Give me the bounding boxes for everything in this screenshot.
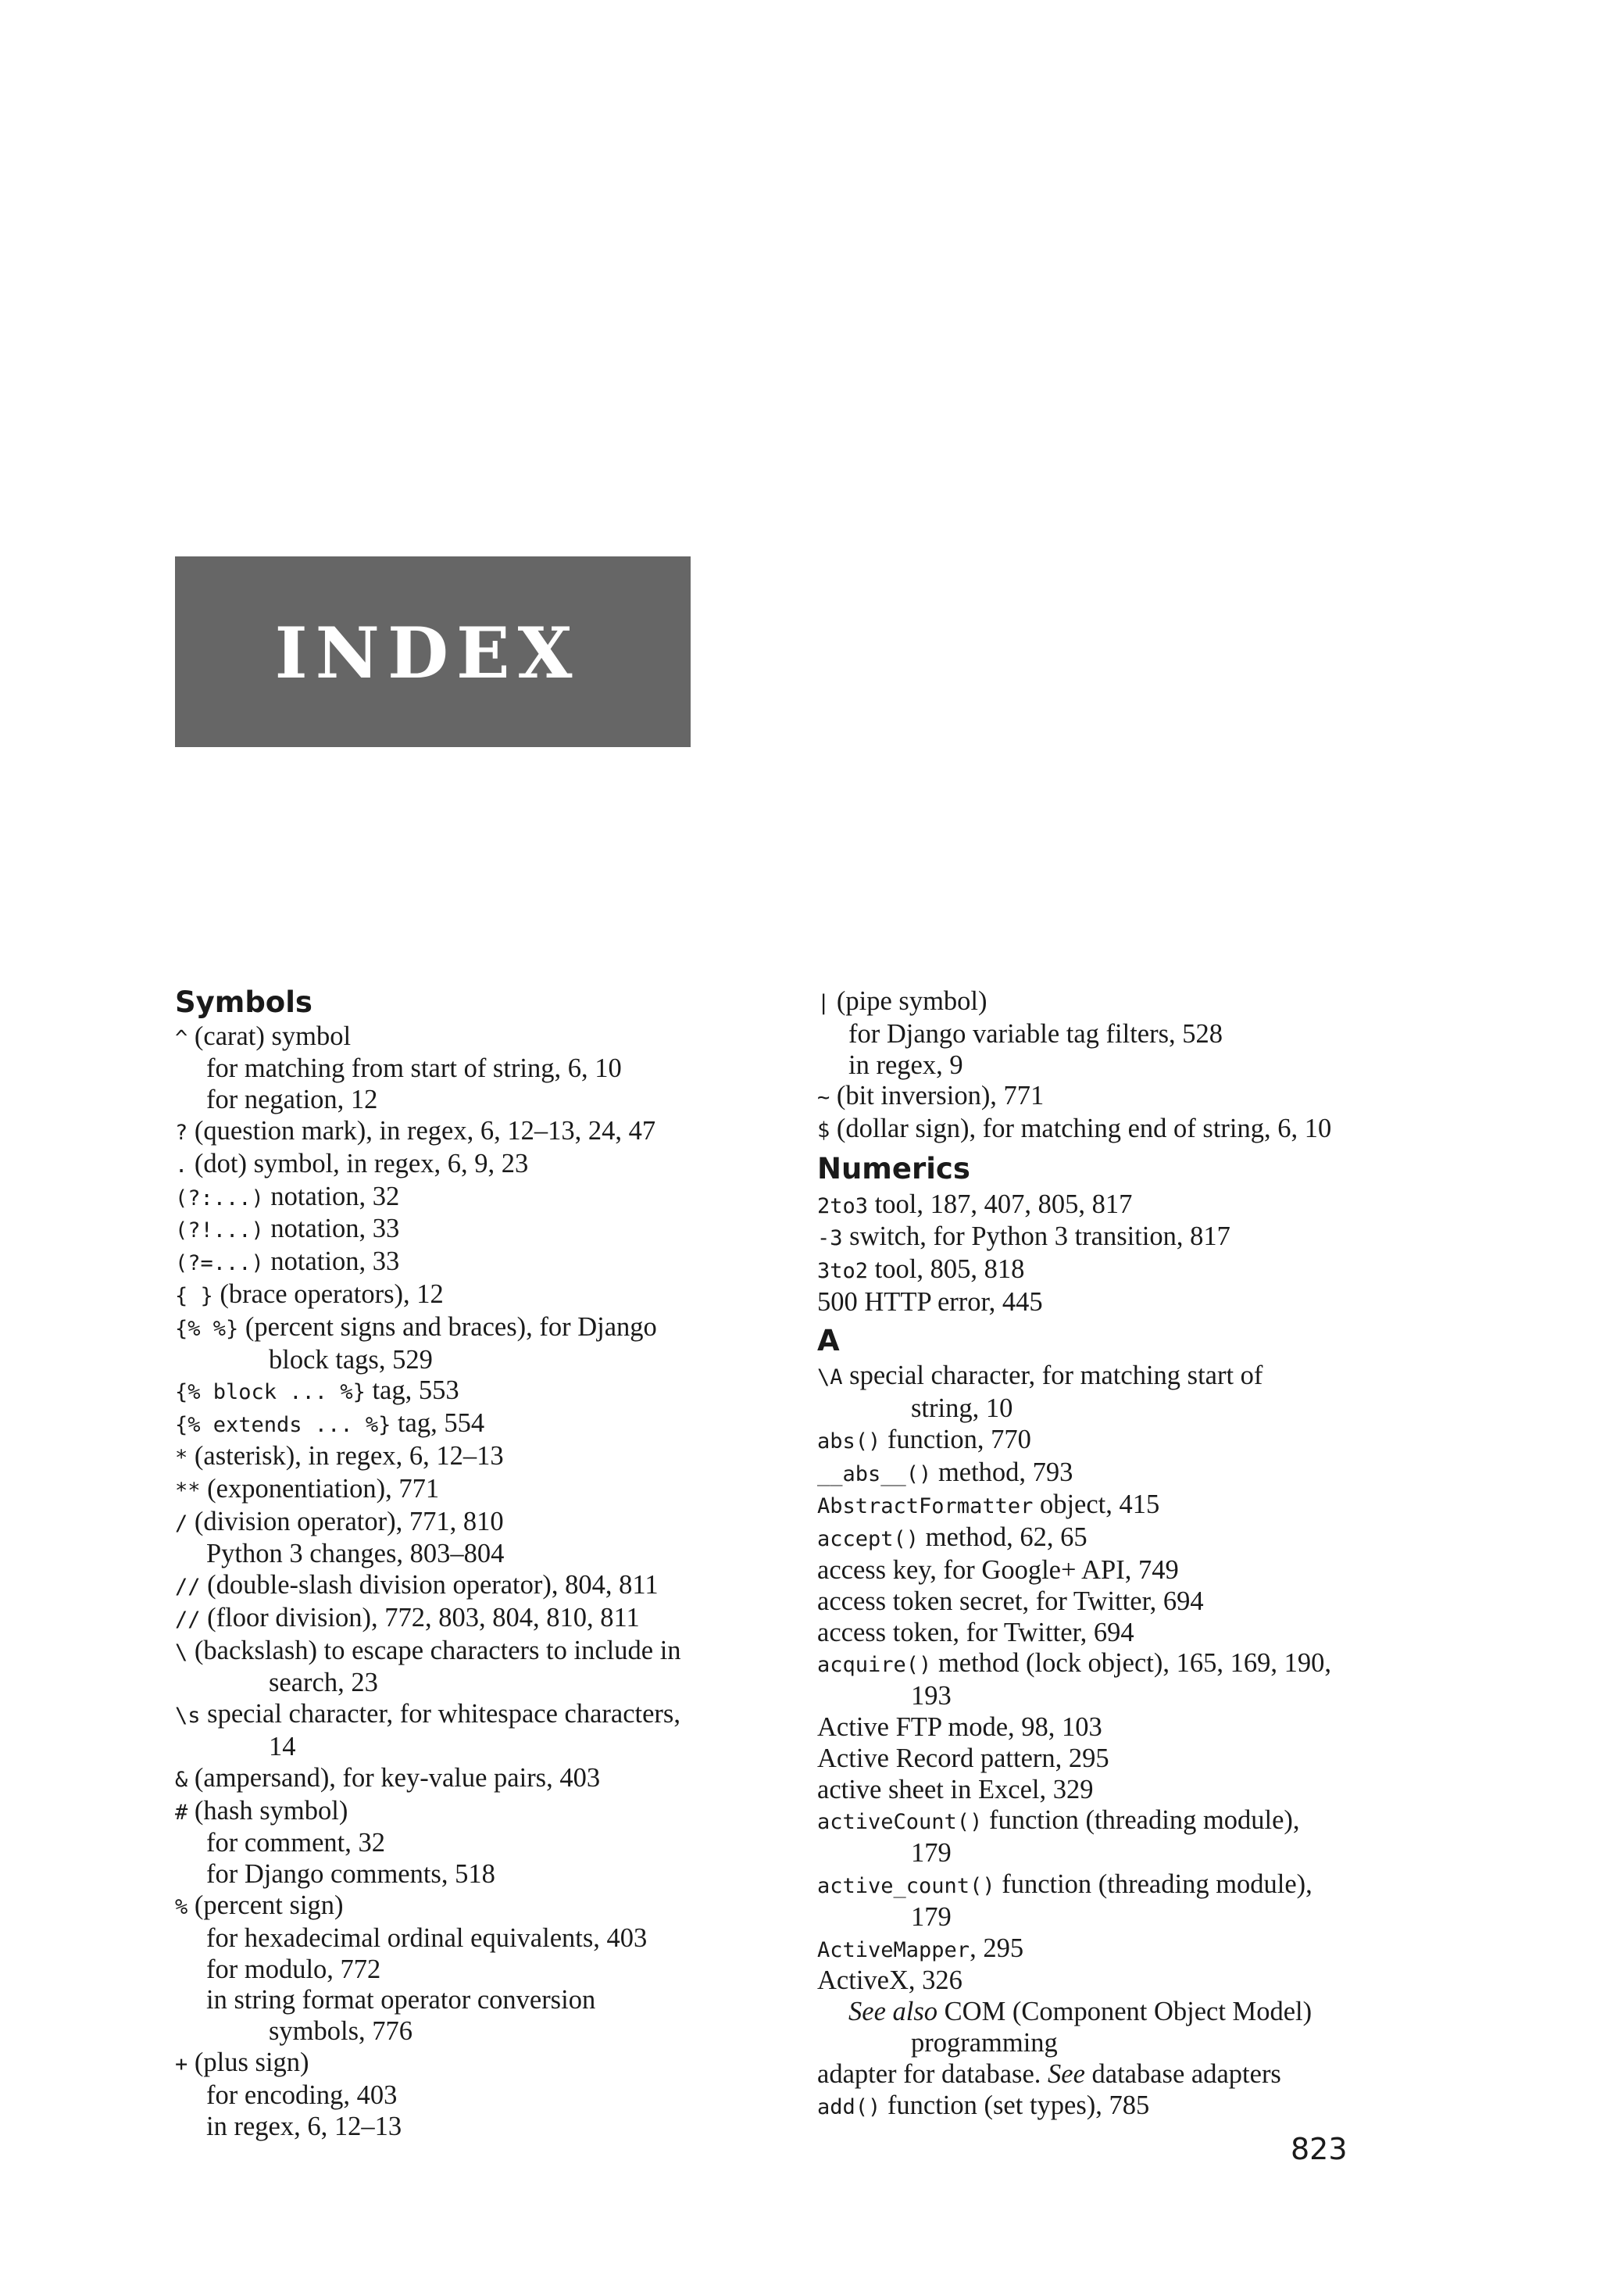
index-entry (175, 1890, 800, 1923)
entry-code-term: 2to3 (817, 1193, 869, 1218)
entry-text: (percent sign) (188, 1890, 344, 1921)
section-heading-numerics: Numerics (817, 1151, 970, 1186)
index-entry (817, 1997, 1434, 2028)
index-entry (817, 1254, 1434, 1287)
index-entry (817, 1361, 1434, 1393)
index-entry (175, 1214, 800, 1246)
entry-code-term: // (175, 1607, 201, 1632)
a-entries (817, 1361, 1434, 2123)
index-entry (817, 1393, 1434, 1425)
entry-code-term: \ (175, 1640, 188, 1665)
entry-text: Active FTP mode, 98, 103 (817, 1712, 1102, 1743)
entry-code-term: \s (175, 1704, 201, 1729)
index-entry (175, 1053, 800, 1085)
entry-code-term: abs() (817, 1429, 881, 1454)
index-entry (175, 1985, 800, 2016)
entry-code-term: accept() (817, 1527, 920, 1552)
entry-code-term: + (175, 2052, 188, 2077)
entry-code-term: activeCount() (817, 1810, 983, 1835)
index-entry (817, 1221, 1434, 1254)
index-entry (175, 1763, 800, 1796)
index-entry (175, 1796, 800, 1829)
index-entry (175, 2080, 800, 2112)
index-banner (175, 556, 691, 747)
index-entry (817, 1712, 1434, 1743)
entry-text: ActiveX, 326 (817, 1965, 962, 1996)
page-number: 823 (1291, 2132, 1348, 2166)
entry-text: for comment, 32 (206, 1828, 385, 1858)
entry-text: switch, for Python 3 transition, 817 (842, 1221, 1230, 1252)
entry-text: function (set types), 785 (880, 2090, 1150, 2120)
entry-text: tool, 187, 407, 805, 817 (868, 1189, 1133, 1219)
entry-text: access token, for Twitter, 694 (817, 1617, 1134, 1647)
index-entry (175, 1441, 800, 1474)
entry-code-term: 3to2 (817, 1259, 869, 1284)
entry-text: notation, 33 (263, 1214, 400, 1244)
entry-text: (bit inversion), 771 (830, 1081, 1045, 1111)
index-entry (175, 1345, 800, 1376)
entry-text: (asterisk), in regex, 6, 12–13 (188, 1440, 504, 1471)
entry-text: Python 3 changes, 803–804 (206, 1539, 505, 1569)
entry-text: for matching from start of string, 6, 10 (206, 1053, 622, 1084)
entry-code-term: // (175, 1575, 201, 1600)
entry-code-term: \A (817, 1365, 843, 1390)
entry-text: 193 (911, 1681, 952, 1711)
index-column-right (817, 986, 1434, 2123)
index-entry (175, 1408, 800, 1441)
index-entry (817, 1775, 1434, 1806)
index-entry (817, 1050, 1434, 1082)
index-entry (817, 2028, 1434, 2059)
index-entry (175, 2112, 800, 2143)
entry-code-term: ActiveMapper (817, 1937, 970, 1962)
index-entry (175, 1375, 800, 1408)
entry-code-term: active_count() (817, 1874, 995, 1899)
entry-text: function (threading module), (995, 1869, 1312, 1900)
entry-text: 179 (911, 1901, 952, 1932)
entry-text: method, 62, 65 (919, 1522, 1088, 1553)
entry-code-term: * (175, 1445, 188, 1470)
index-entry (817, 1425, 1434, 1457)
index-entry (175, 1507, 800, 1540)
entry-text: for hexadecimal ordinal equivalents, 403 (206, 1922, 648, 1953)
index-entry (817, 1490, 1434, 1522)
index-entry (817, 1114, 1434, 1146)
index-entry (175, 1668, 800, 1699)
entry-code-term: AbstractFormatter (817, 1494, 1034, 1519)
entry-text: (plus sign) (188, 2047, 309, 2078)
entry-text: (floor division), 772, 803, 804, 810, 811 (200, 1602, 640, 1633)
entry-text: , 295 (970, 1933, 1024, 1963)
entry-text: search, 23 (269, 1668, 378, 1698)
entry-text: database adapters (1084, 2058, 1281, 2089)
entry-code-term: ^ (175, 1025, 188, 1050)
index-entry (817, 1555, 1434, 1586)
index-entry (817, 2090, 1434, 2123)
entry-text: in string format operator conversion (206, 1985, 596, 2015)
entry-code-term: ** (175, 1478, 201, 1503)
index-entry (175, 2016, 800, 2047)
entry-text: (carat) symbol (188, 1021, 352, 1051)
index-entry (175, 1636, 800, 1668)
index-entry (817, 986, 1434, 1019)
entry-text: programming (911, 2028, 1058, 2058)
entry-code-term: . (175, 1153, 188, 1178)
index-title: INDEX (274, 612, 580, 695)
entry-text: access key, for Google+ API, 749 (817, 1555, 1179, 1586)
entry-text: (dollar sign), for matching end of string, 6, 10 (830, 1114, 1332, 1144)
entry-text: tag, 553 (365, 1375, 459, 1406)
index-entry (175, 1539, 800, 1570)
entry-code-term: / (175, 1511, 188, 1536)
index-entry (175, 1246, 800, 1279)
entry-text: object, 415 (1033, 1490, 1160, 1520)
entry-text: method, 793 (931, 1457, 1073, 1487)
index-entry (175, 1182, 800, 1214)
entry-text: (hash symbol) (188, 1795, 348, 1826)
entry-text: for encoding, 403 (206, 2080, 398, 2110)
entry-text: Active Record pattern, 295 (817, 1743, 1109, 1773)
entry-text: notation, 32 (263, 1181, 400, 1211)
symbols-continued-entries (817, 986, 1434, 1146)
entry-text: 179 (911, 1838, 952, 1869)
index-entry (817, 1019, 1434, 1050)
entry-text: access token secret, for Twitter, 694 (817, 1586, 1204, 1616)
entry-text: method (lock object), 165, 169, 190, (931, 1648, 1331, 1679)
index-entry (817, 1586, 1434, 1618)
entry-text: special character, for whitespace characters, (200, 1699, 680, 1729)
section-heading-symbols: Symbols (175, 985, 312, 1019)
entry-text: special character, for matching start of (842, 1361, 1263, 1391)
entry-text: (brace operators), 12 (212, 1279, 444, 1309)
entry-text: (double-slash division operator), 804, 811 (200, 1570, 659, 1600)
entry-code-term: { } (175, 1283, 213, 1308)
index-entry (175, 1021, 800, 1054)
index-entry (817, 1648, 1434, 1681)
index-entry (817, 1081, 1434, 1114)
see-label: See (1048, 2058, 1085, 2089)
entry-code-term: & (175, 1767, 188, 1792)
entry-code-term: -3 (817, 1226, 843, 1251)
index-entry (817, 1457, 1434, 1490)
entry-text: (dot) symbol, in regex, 6, 9, 23 (188, 1148, 529, 1178)
entry-text: for negation, 12 (206, 1085, 378, 1115)
entry-text: block tags, 529 (269, 1344, 433, 1375)
index-entry (175, 1149, 800, 1182)
index-entry (175, 1954, 800, 1986)
index-entry (817, 1522, 1434, 1555)
entry-code-term: (?!...) (175, 1218, 264, 1243)
entry-text: tool, 805, 818 (868, 1254, 1025, 1285)
see-also-label: See also (848, 1997, 938, 2027)
index-entry (175, 1279, 800, 1312)
entry-text: function (threading module), (982, 1805, 1300, 1836)
numerics-entries (817, 1189, 1434, 1318)
entry-text: (exponentiation), 771 (200, 1473, 440, 1504)
index-entry (175, 1732, 800, 1763)
index-entry (817, 2059, 1434, 2090)
index-entry (175, 1116, 800, 1149)
entry-code-term: (?:...) (175, 1186, 264, 1211)
index-entry (175, 1603, 800, 1636)
index-entry (175, 1699, 800, 1732)
index-entry (817, 1805, 1434, 1838)
entry-text: 500 HTTP error, 445 (817, 1286, 1043, 1317)
entry-text: (question mark), in regex, 6, 12–13, 24, 47 (188, 1115, 656, 1146)
entry-code-term: {% extends ... %} (175, 1413, 391, 1438)
index-entry (175, 1312, 800, 1345)
entry-text: adapter for database. (817, 2058, 1048, 2089)
index-entry (817, 1869, 1434, 1902)
entry-text: string, 10 (911, 1393, 1013, 1424)
index-entry (817, 1743, 1434, 1775)
entry-text: symbols, 776 (269, 2016, 413, 2047)
entry-code-term: ? (175, 1120, 188, 1145)
entry-text: 14 (269, 1732, 296, 1762)
entry-text: (ampersand), for key-value pairs, 403 (188, 1762, 601, 1793)
symbols-entries (175, 1021, 800, 2143)
index-entry (817, 1681, 1434, 1712)
entry-text: (percent signs and braces), for Django (238, 1311, 657, 1342)
index-entry (817, 1618, 1434, 1649)
entry-code-term: $ (817, 1118, 830, 1143)
index-entry (817, 1965, 1434, 1997)
entry-text: for modulo, 772 (206, 1954, 381, 1984)
index-entry (175, 1474, 800, 1507)
entry-text: (division operator), 771, 810 (188, 1506, 504, 1536)
entry-code-term: acquire() (817, 1653, 932, 1678)
index-entry (817, 1933, 1434, 1966)
entry-code-term: % (175, 1895, 188, 1920)
entry-code-term: {% block ... %} (175, 1380, 366, 1405)
index-column-left (175, 986, 800, 2142)
index-entry (175, 1570, 800, 1603)
entry-text: notation, 33 (263, 1246, 400, 1277)
index-entry (175, 1923, 800, 1954)
entry-text: for Django variable tag filters, 528 (848, 1018, 1223, 1049)
entry-code-term: {% %} (175, 1316, 239, 1341)
entry-text: active sheet in Excel, 329 (817, 1774, 1094, 1804)
entry-text: (backslash) to escape characters to include in (188, 1635, 681, 1665)
entry-text: (pipe symbol) (830, 986, 988, 1016)
entry-code-term: __abs__() (817, 1461, 932, 1486)
entry-text: tag, 554 (391, 1408, 485, 1439)
section-heading-a: A (817, 1323, 840, 1357)
index-entry (817, 1902, 1434, 1933)
index-entry (175, 1859, 800, 1890)
entry-code-term: add() (817, 2094, 881, 2119)
entry-code-term: (?=...) (175, 1251, 264, 1276)
entry-text: in regex, 6, 12–13 (206, 2111, 402, 2141)
index-entry (817, 1189, 1434, 1222)
entry-code-term: ~ (817, 1085, 830, 1110)
entry-code-term: # (175, 1800, 188, 1825)
index-entry (175, 1085, 800, 1116)
index-entry (175, 1828, 800, 1859)
entry-text: for Django comments, 518 (206, 1859, 495, 1890)
entry-text: COM (Component Object Model) (938, 1997, 1312, 2027)
index-entry (175, 2047, 800, 2080)
index-entry (817, 1287, 1434, 1318)
entry-code-term: | (817, 991, 830, 1015)
entry-text: function, 770 (880, 1424, 1031, 1454)
index-entry (817, 1838, 1434, 1869)
entry-text: in regex, 9 (848, 1050, 963, 1080)
